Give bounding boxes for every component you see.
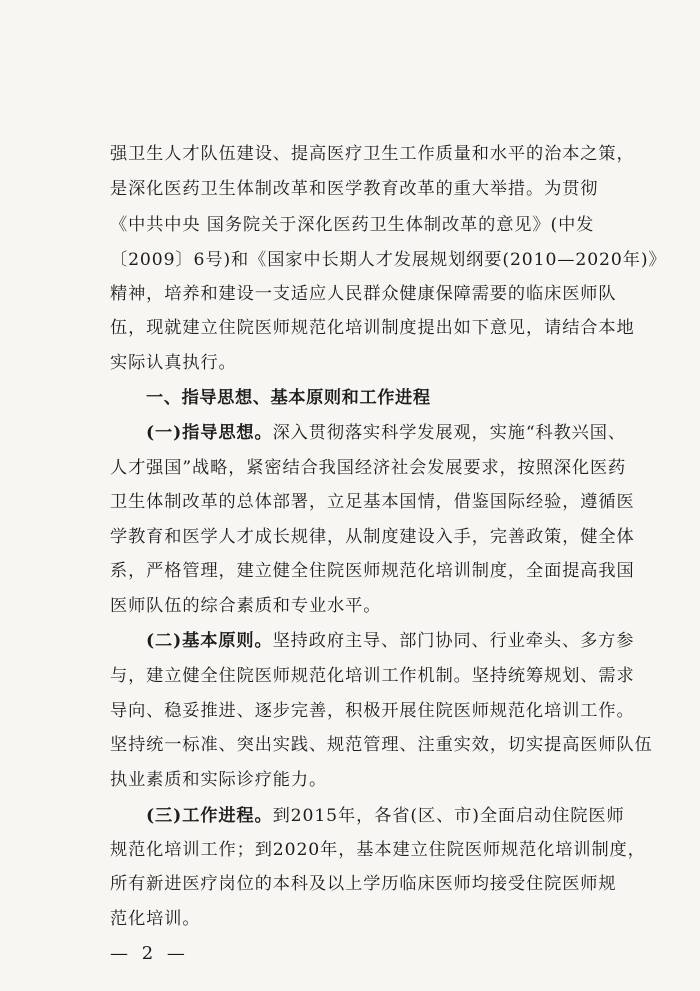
section-2-line: 与，建立健全住院医师规范化培训工作机制。坚持统筹规划、需求 <box>110 666 635 686</box>
section-heading: 一、指导思想、基本原则和工作进程 <box>146 388 431 408</box>
body-text-line: 是深化医药卫生体制改革和医学教育改革的重大举措。为贯彻 <box>110 179 599 199</box>
section-2-first-line <box>146 629 635 653</box>
body-text-line: 〔2009〕6号)和《国家中长期人才发展规划纲要(2010—2020年)》 <box>110 250 667 270</box>
body-text-line: 强卫生人才队伍建设、提高医疗卫生工作质量和水平的治本之策， <box>110 144 635 164</box>
body-text-line: 《中共中央 国务院关于深化医药卫生体制改革的意见》(中发 <box>110 215 595 235</box>
section-3-line: 规范化培训工作；到2020年，基本建立住院医师规范化培训制度， <box>110 840 646 860</box>
section-1-line: 人才强国”战略，紧密结合我国经济社会发展要求，按照深化医药 <box>110 458 627 478</box>
section-2-label: (二)基本原则。 <box>146 631 273 651</box>
section-2-line: 导向、稳妥推进、逐步完善，积极开展住院医师规范化培训工作。 <box>110 701 635 721</box>
section-3-first-text: 到2015年，各省(区、市)全面启动住院医师 <box>272 806 625 826</box>
section-2-line: 执业素质和实际诊疗能力。 <box>110 770 328 790</box>
section-1-line: 卫生体制改革的总体部署，立足基本国情，借鉴国际经验，遵循医 <box>110 492 635 512</box>
section-1-label: (一)指导思想。 <box>146 423 273 443</box>
section-3-label: (三)工作进程。 <box>146 806 273 826</box>
section-1-line: 学教育和医学人才成长规律，从制度建设入手，完善政策，健全体 <box>110 527 635 547</box>
section-1-first-line <box>146 421 626 445</box>
section-1-line: 系，严格管理，建立健全住院医师规范化培训制度，全面提高我国 <box>110 561 635 581</box>
body-text-line: 伍，现就建立住院医师规范化培训制度提出如下意见，请结合本地 <box>110 318 635 338</box>
section-3-first-line <box>146 804 625 828</box>
section-1-first-text: 深入贯彻落实科学发展观，实施“科教兴国、 <box>272 423 626 443</box>
body-text-line: 实际认真执行。 <box>110 353 237 373</box>
section-3-line: 范化培训。 <box>110 909 201 929</box>
section-3-line: 所有新进医疗岗位的本科及以上学历临床医师均接受住院医师规 <box>110 874 617 894</box>
section-2-line: 坚持统一标准、突出实践、规范管理、注重实效，切实提高医师队伍 <box>110 735 653 755</box>
section-1-line: 医师队伍的综合素质和专业水平。 <box>110 596 382 616</box>
section-2-first-text: 坚持政府主导、部门协同、行业牵头、多方参 <box>272 631 635 651</box>
body-text-line: 精神，培养和建设一支适应人民群众健康保障需要的临床医师队 <box>110 284 617 304</box>
page-number: — 2 — <box>110 943 189 964</box>
